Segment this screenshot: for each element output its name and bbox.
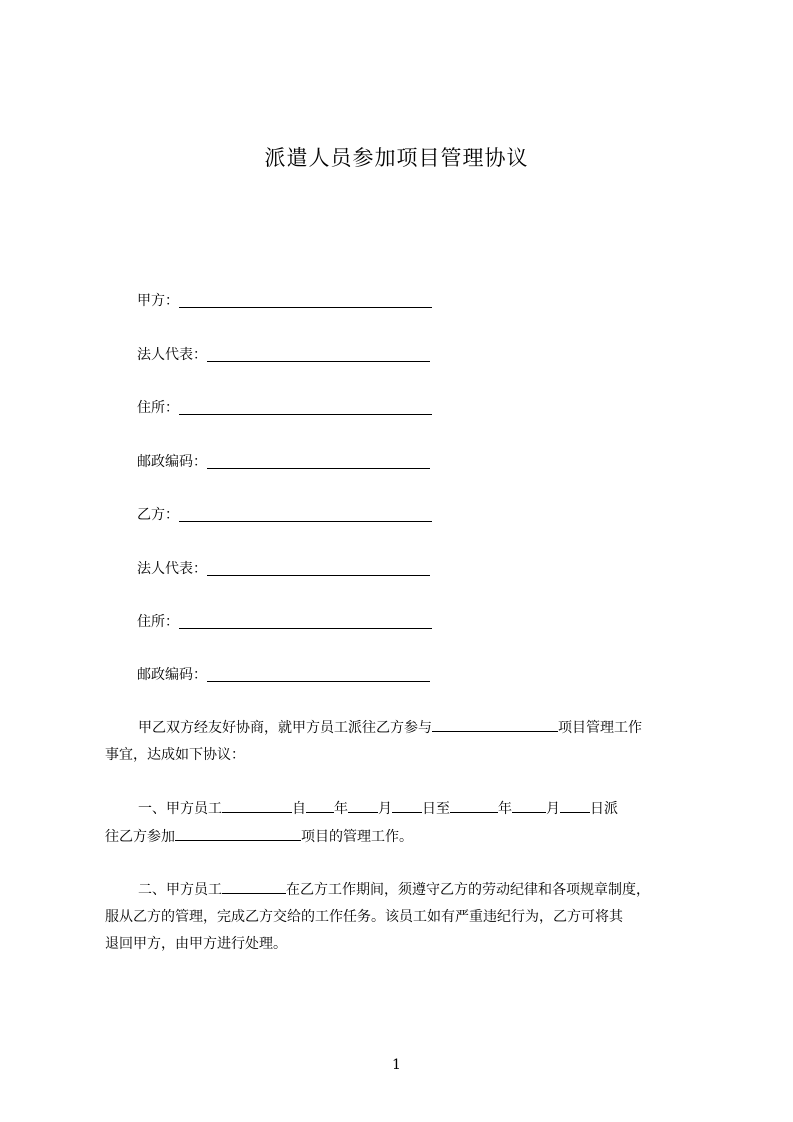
party-b-postcode-label: 邮政编码： <box>137 667 207 683</box>
project-name-blank <box>432 714 558 732</box>
party-a-field <box>137 290 432 312</box>
clause-2-text-a: 二、甲方员工 <box>138 882 222 898</box>
clause-2-paragraph <box>105 876 705 958</box>
party-a-postcode-label: 邮政编码： <box>137 454 207 470</box>
party-a-blank <box>179 290 432 308</box>
party-b-postcode-blank <box>207 664 430 682</box>
clause-1-text-i: 往乙方参加 <box>105 829 175 845</box>
clause-2-text-d: 退回甲方，由甲方进行处理。 <box>105 936 287 952</box>
clause-1-text-j: 项目的管理工作。 <box>301 829 413 845</box>
party-a-legal-rep-field <box>137 344 430 366</box>
party-a-address-field <box>137 397 432 419</box>
clause-2-text-b: 在乙方工作期间，须遵守乙方的劳动纪律和各项规章制度， <box>286 882 650 898</box>
clause-1-text-d: 月 <box>378 801 392 817</box>
intro-text-2: 项目管理工作 <box>558 720 642 736</box>
intro-text-1: 甲乙双方经友好协商，就甲方员工派往乙方参与 <box>138 720 432 736</box>
clause-1-text-e: 日至 <box>422 801 450 817</box>
clause-1-text-c: 年 <box>334 801 348 817</box>
party-b-blank <box>179 504 432 522</box>
party-b-legal-rep-blank <box>207 558 430 576</box>
clause-1-text-b: 自 <box>292 801 306 817</box>
employee-name-blank <box>222 795 292 813</box>
party-b-address-blank <box>179 611 432 629</box>
intro-paragraph <box>105 714 705 769</box>
clause-1-text-g: 月 <box>546 801 560 817</box>
end-day-blank <box>560 795 590 813</box>
party-a-address-label: 住所： <box>137 400 179 416</box>
page-number: 1 <box>392 1057 401 1073</box>
clause-1-project-blank <box>175 823 301 841</box>
clause-1-text-f: 年 <box>498 801 512 817</box>
party-b-legal-rep-label: 法人代表： <box>137 561 207 577</box>
party-a-postcode-field <box>137 451 430 473</box>
clause-1-text-h: 日派 <box>590 801 618 817</box>
clause-1-text-a: 一、甲方员工 <box>138 801 222 817</box>
end-month-blank <box>512 795 546 813</box>
start-day-blank <box>392 795 422 813</box>
clause-2-employee-blank <box>222 876 286 894</box>
party-b-legal-rep-field <box>137 558 430 580</box>
clause-2-text-c: 服从乙方的管理，完成乙方交给的工作任务。该员工如有严重违纪行为，乙方可将其 <box>105 909 623 925</box>
party-b-address-field <box>137 611 432 633</box>
party-a-address-blank <box>179 397 432 415</box>
intro-text-3: 事宜，达成如下协议： <box>105 747 245 763</box>
party-b-field <box>137 504 432 526</box>
party-a-legal-rep-blank <box>207 344 430 362</box>
party-a-label: 甲方： <box>137 293 179 309</box>
party-b-address-label: 住所： <box>137 614 179 630</box>
party-a-legal-rep-label: 法人代表： <box>137 347 207 363</box>
end-year-blank <box>450 795 498 813</box>
clause-1-paragraph <box>105 795 705 851</box>
start-year-blank <box>306 795 334 813</box>
party-b-postcode-field <box>137 664 430 686</box>
party-a-postcode-blank <box>207 451 430 469</box>
start-month-blank <box>348 795 378 813</box>
document-title: 派遣人员参加项目管理协议 <box>264 146 529 170</box>
party-b-label: 乙方： <box>137 507 179 523</box>
